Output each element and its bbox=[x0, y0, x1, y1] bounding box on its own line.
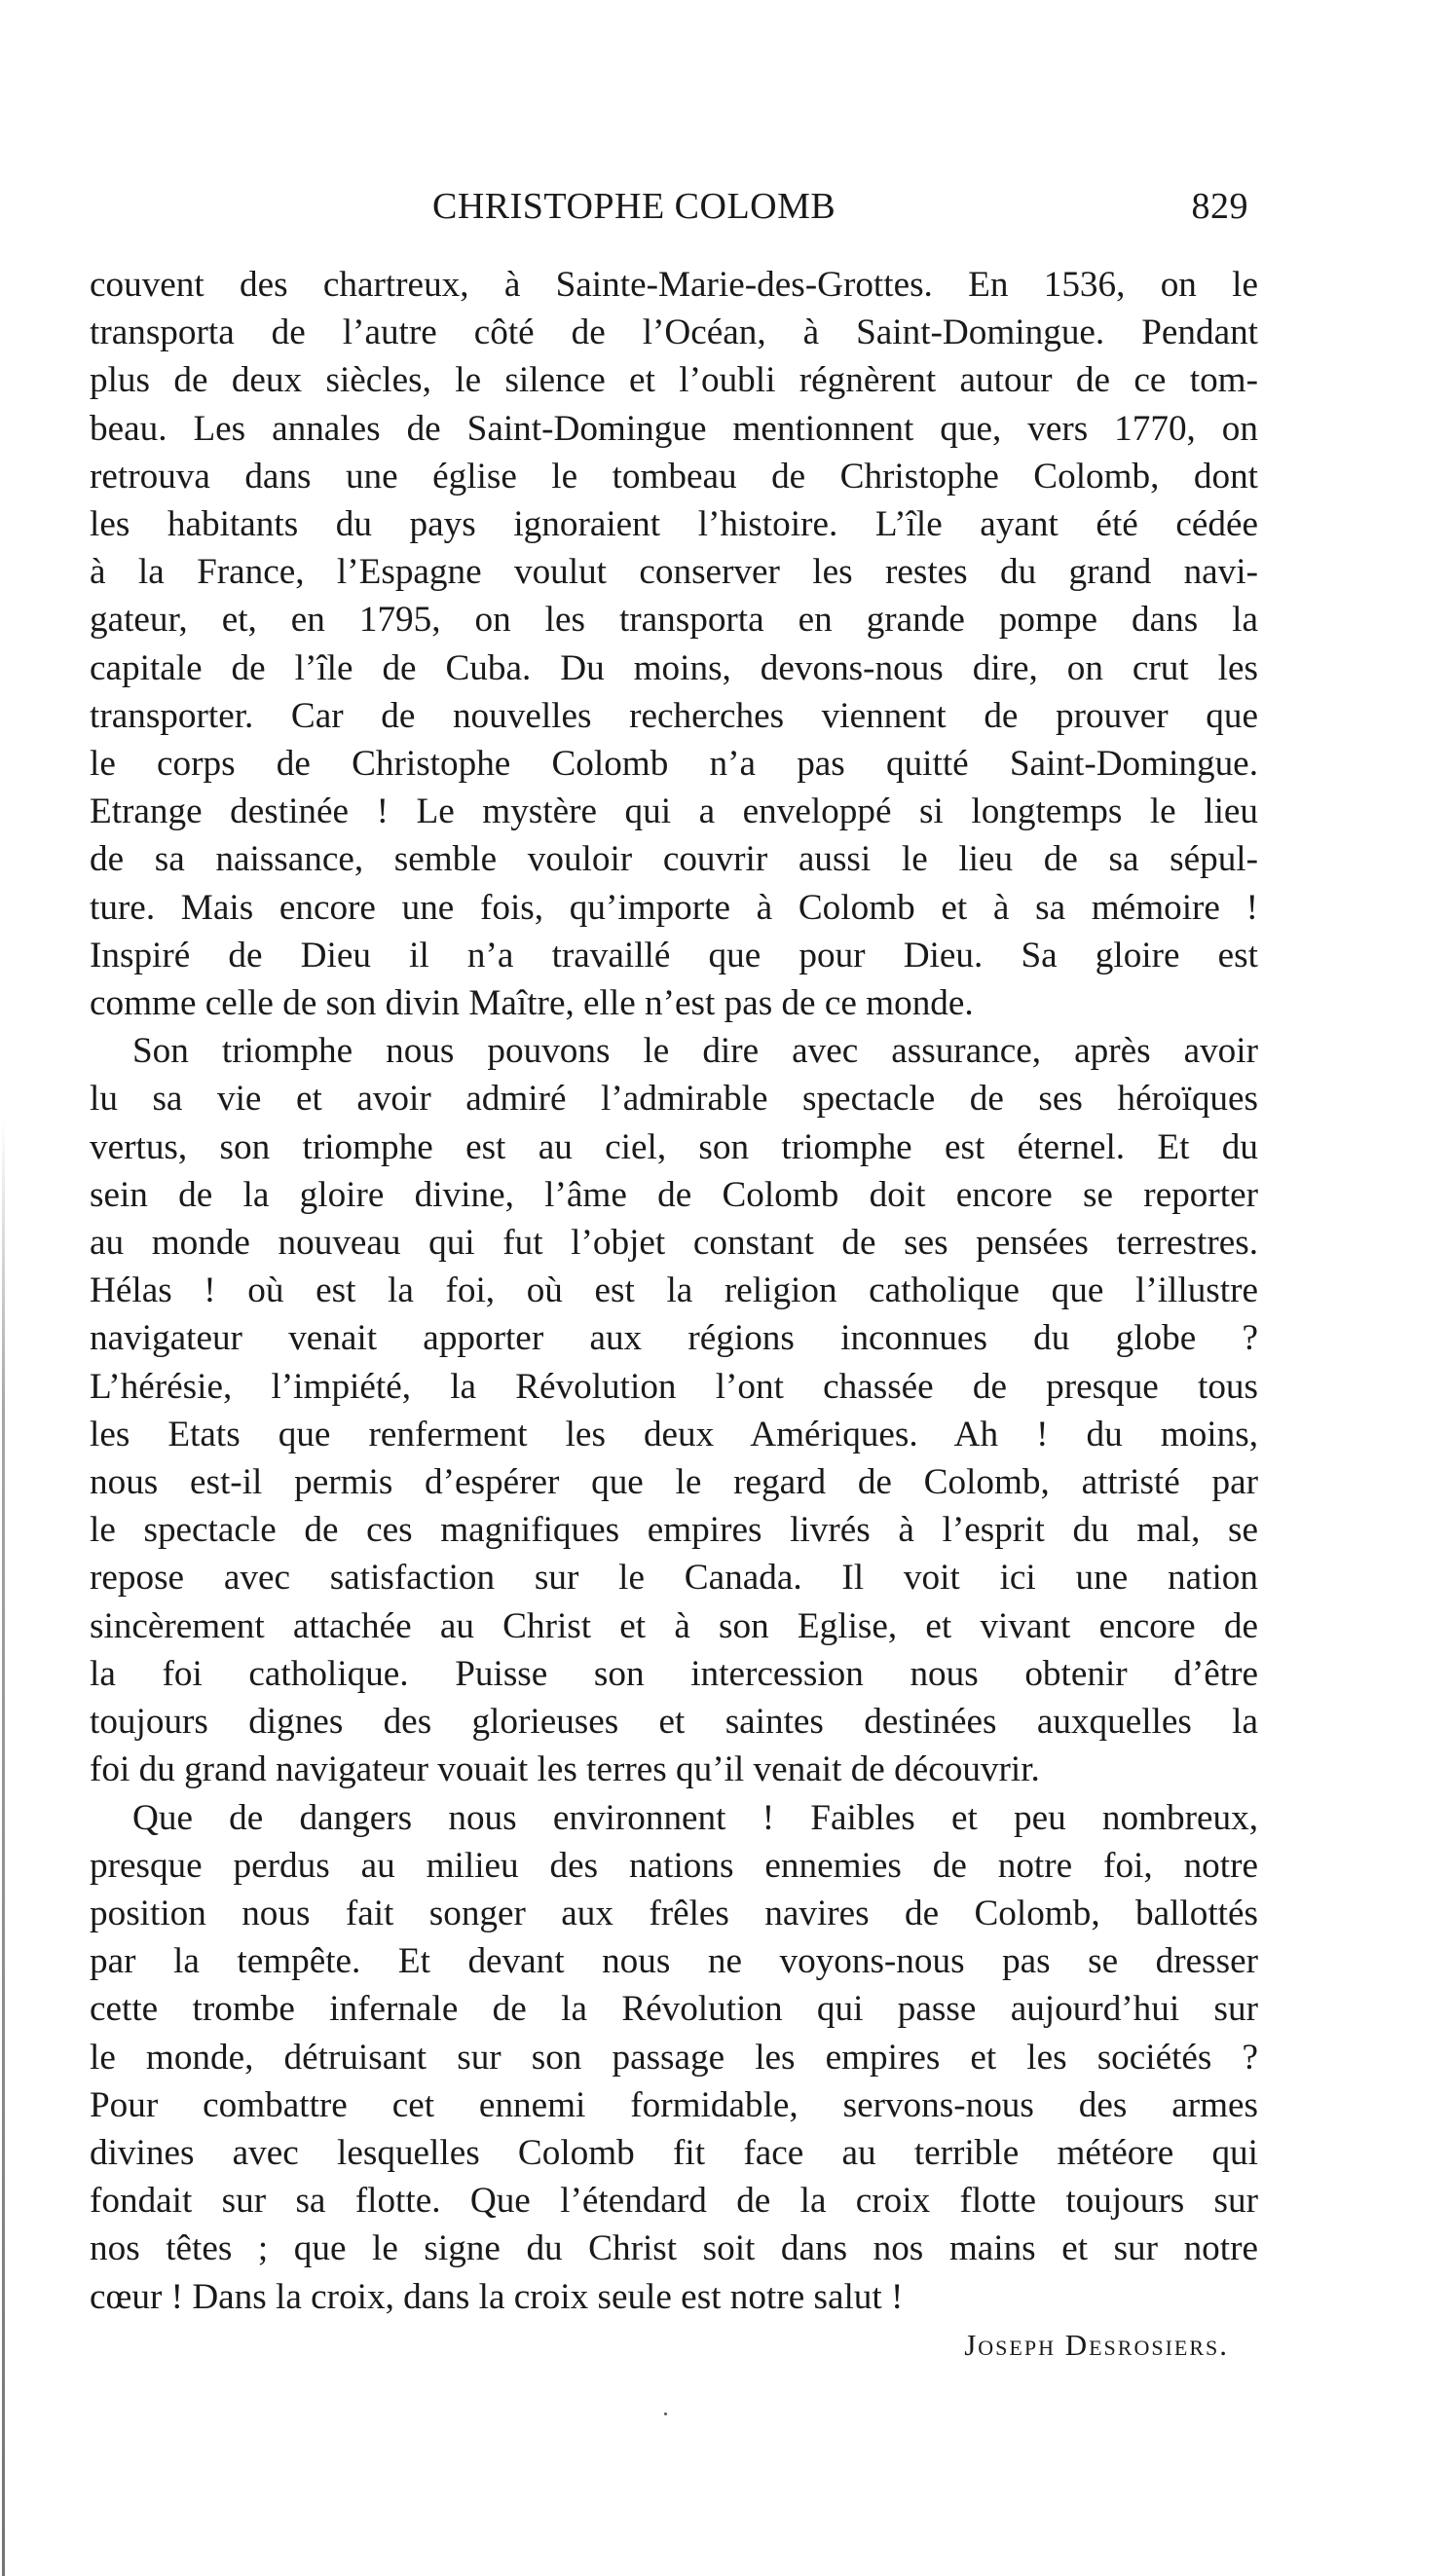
text-line: par la tempête. Et devant nous ne voyons-nous pas se dresser bbox=[90, 1941, 1258, 1982]
text-line: sincèrement attachée au Christ et à son Eglise, et vivant encore de bbox=[90, 1605, 1258, 1646]
scan-edge-shadow bbox=[2, 1120, 5, 2576]
text-line: Inspiré de Dieu il n’a travaillé que pour Dieu. Sa gloire est bbox=[90, 935, 1258, 975]
text-line: plus de deux siècles, le silence et l’oubli régnèrent autour de ce tom- bbox=[90, 360, 1258, 401]
text-line: ture. Mais encore une fois, qu’importe à Colomb et à sa mémoire ! bbox=[90, 887, 1258, 928]
text-line: Son triomphe nous pouvons le dire avec assurance, après avoir bbox=[132, 1031, 1258, 1072]
page-number: 829 bbox=[1191, 186, 1248, 227]
paragraph-container bbox=[90, 261, 1258, 2321]
text-line: les Etats que renferment les deux Amériques. Ah ! du moins, bbox=[90, 1414, 1258, 1454]
text-line: le monde, détruisant sur son passage les empires et les sociétés ? bbox=[90, 2037, 1258, 2078]
text-line: la foi catholique. Puisse son intercession nous obtenir d’être bbox=[90, 1653, 1258, 1694]
text-line: vertus, son triomphe est au ciel, son triomphe est éternel. Et du bbox=[90, 1126, 1258, 1167]
text-line: gateur, et, en 1795, on les transporta en grande pompe dans la bbox=[90, 600, 1258, 641]
text-line: le corps de Christophe Colomb n’a pas quitté Saint-Domingue. bbox=[90, 744, 1258, 785]
signature: Joseph Desrosiers. bbox=[964, 2327, 1229, 2362]
paragraph bbox=[90, 261, 1258, 1027]
text-line: position nous fait songer aux frêles navires de Colomb, ballottés bbox=[90, 1893, 1258, 1933]
body-text bbox=[90, 261, 1258, 2369]
text-line: les habitants du pays ignoraient l’histoire. L’île ayant été cédée bbox=[90, 504, 1258, 545]
text-line: beau. Les annales de Saint-Domingue mentionnent que, vers 1770, on bbox=[90, 408, 1258, 449]
text-line: toujours dignes des glorieuses et saintes destinées auxquelles la bbox=[90, 1702, 1258, 1743]
text-line: à la France, l’Espagne voulut conserver les restes du grand navi- bbox=[90, 552, 1258, 593]
text-line: nous est-il permis d’espérer que le regard de Colomb, attristé par bbox=[90, 1462, 1258, 1503]
text-line: Que de dangers nous environnent ! Faibles et peu nombreux, bbox=[132, 1797, 1258, 1838]
paragraph bbox=[90, 1027, 1258, 1793]
text-line: Pour combattre cet ennemi formidable, servons-nous des armes bbox=[90, 2084, 1258, 2125]
text-line: presque perdus au milieu des nations ennemies de notre foi, notre bbox=[90, 1845, 1258, 1886]
text-line: L’hérésie, l’impiété, la Révolution l’ont chassée de presque tous bbox=[90, 1366, 1258, 1407]
scan-speck bbox=[664, 2412, 667, 2415]
text-line: Hélas ! où est la foi, où est la religion catholique que l’illustre bbox=[90, 1270, 1258, 1311]
text-line: fondait sur sa flotte. Que l’étendard de la croix flotte toujours sur bbox=[90, 2181, 1258, 2222]
text-line: foi du grand navigateur vouait les terres qu’il venait de découvrir. bbox=[90, 1749, 1040, 1790]
text-line: navigateur venait apporter aux régions inconnues du globe ? bbox=[90, 1318, 1258, 1359]
text-line: lu sa vie et avoir admiré l’admirable spectacle de ses héroïques bbox=[90, 1079, 1258, 1120]
text-line: le spectacle de ces magnifiques empires livrés à l’esprit du mal, se bbox=[90, 1510, 1258, 1551]
text-line: comme celle de son divin Maître, elle n’est pas de ce monde. bbox=[90, 983, 974, 1024]
running-head bbox=[90, 185, 1248, 234]
text-line: Etrange destinée ! Le mystère qui a enveloppé si longtemps le lieu bbox=[90, 791, 1258, 832]
text-line: repose avec satisfaction sur le Canada. Il voit ici une nation bbox=[90, 1558, 1258, 1599]
text-line: transporter. Car de nouvelles recherches viennent de prouver que bbox=[90, 695, 1258, 736]
running-title: CHRISTOPHE COLOMB bbox=[432, 186, 836, 227]
text-line: capitale de l’île de Cuba. Du moins, devons-nous dire, on crut les bbox=[90, 647, 1258, 688]
text-line: nos têtes ; que le signe du Christ soit dans nos mains et sur notre bbox=[90, 2228, 1258, 2269]
text-line: sein de la gloire divine, l’âme de Colomb doit encore se reporter bbox=[90, 1174, 1258, 1215]
text-line: cette trombe infernale de la Révolution qui passe aujourd’hui sur bbox=[90, 1989, 1258, 2030]
text-line: au monde nouveau qui fut l’objet constant de ses pensées terrestres. bbox=[90, 1223, 1258, 1264]
text-line: divines avec lesquelles Colomb fit face au terrible météore qui bbox=[90, 2132, 1258, 2173]
text-line: transporta de l’autre côté de l’Océan, à Saint-Domingue. Pendant bbox=[90, 313, 1258, 353]
text-line: retrouva dans une église le tombeau de Christophe Colomb, dont bbox=[90, 456, 1258, 497]
paragraph bbox=[90, 1794, 1258, 2321]
text-line: cœur ! Dans la croix, dans la croix seule est notre salut ! bbox=[90, 2276, 904, 2317]
text-line: couvent des chartreux, à Sainte-Marie-des-Grottes. En 1536, on le bbox=[90, 265, 1258, 305]
text-line: de sa naissance, semble vouloir couvrir aussi le lieu de sa sépul- bbox=[90, 839, 1258, 880]
